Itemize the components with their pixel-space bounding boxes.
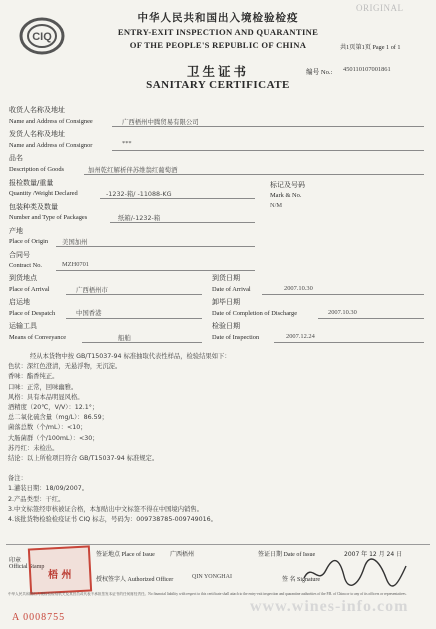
arrival-place-en-label: Place of Arrival — [9, 286, 50, 293]
goods-en-label: Description of Goods — [9, 166, 65, 173]
despatch-cn-label: 启运地 — [9, 298, 30, 306]
seal-en-label: Official Stamp — [9, 564, 45, 570]
quantity-en-label: Quantity /Weight Declared — [9, 190, 78, 197]
result-line: 3.中文标签经审核被证合格，本加贴出中文标签不得在中国境内销售。 — [8, 505, 203, 513]
conveyance-cn-label: 运输工具 — [9, 322, 37, 330]
cert-number-value: 450110107001861 — [343, 66, 391, 73]
consignor-en-label: Name and Address of Consignor — [9, 142, 93, 149]
origin-line — [56, 246, 255, 247]
origin-en-label: Place of Origin — [9, 238, 49, 245]
origin-value: 美国加州 — [62, 238, 88, 246]
result-line: 风格：具有本品明显风格。 — [8, 393, 84, 401]
result-line: 2.产品类型：干红。 — [8, 495, 65, 503]
inspection-cn-label: 检验日期 — [212, 322, 240, 330]
result-line: 总二氧化硫含量（mg/L）：86.59； — [8, 414, 108, 422]
marks-en-label: Mark & No. — [270, 192, 302, 199]
quantity-line — [100, 198, 255, 199]
officer-label: 授权签字人 Authorized Officer — [96, 577, 174, 583]
marks-cn-label: 标记及号码 — [270, 181, 305, 189]
disclaimer: 中华人民共和国出入境检验检疫机关及其官员或代表不承担签发本证书的任何财经责任。No financial liability with respect to this certificate shall attach to the entry-exit inspection and quarantine authorities of the P.R. of China or to any of its officers or representatives. — [8, 592, 407, 596]
despatch-en-label: Place of Despatch — [9, 310, 56, 317]
issue-place-label: 签证地点 Place of Issue — [96, 552, 155, 558]
discharge-en-label: Date of Completion of Discharge — [212, 310, 298, 317]
result-line: 菌落总数（个/mL）：<10； — [8, 424, 87, 432]
footer-divider — [6, 544, 430, 545]
consignor-cn-label: 发货人名称及地址 — [9, 130, 65, 138]
arrival-place-value: 广西梧州市 — [76, 286, 108, 294]
conveyance-line — [82, 342, 202, 343]
result-line: 色状：深红色澄清，无悬浮物，无沉淀。 — [8, 363, 122, 371]
packages-line — [110, 222, 255, 223]
result-line: 结论：以上所检项目符合 GB/T15037-94 标准规定。 — [8, 454, 159, 462]
packages-value: 纸箱/-1232-箱 — [118, 214, 161, 222]
arrival-date-cn-label: 到货日期 — [212, 274, 240, 282]
goods-line — [84, 174, 424, 175]
signature-label: 签 名 Signature — [282, 577, 320, 583]
contract-cn-label: 合同号 — [9, 251, 30, 259]
consignor-value: *** — [122, 140, 132, 147]
consignor-line — [112, 150, 424, 151]
consignee-cn-label: 收货人名称及地址 — [9, 106, 65, 114]
arrival-date-value: 2007.10.30 — [284, 285, 313, 292]
serial-number: A 0008755 — [12, 612, 66, 623]
svg-text:CIQ: CIQ — [32, 31, 52, 43]
consignee-en-label: Name and Address of Consignee — [9, 118, 93, 125]
result-line — [8, 464, 428, 474]
inspection-en-label: Date of Inspection — [212, 334, 260, 341]
header-en-title-2: OF THE PEOPLE'S REPUBLIC OF CHINA — [129, 40, 307, 50]
discharge-line — [318, 318, 424, 319]
certificate-cn-title: 卫生证书 — [186, 64, 249, 79]
discharge-value: 2007.10.30 — [328, 309, 357, 316]
officer-value: QIN YONGHAI — [192, 574, 232, 580]
inspection-value: 2007.12.24 — [286, 333, 315, 340]
issue-date-value: 2007 年 12 月 24 日 — [344, 551, 403, 558]
consignee-line — [112, 126, 424, 127]
despatch-value: 中国香港 — [76, 309, 102, 317]
despatch-line — [66, 318, 202, 319]
arrival-date-line — [262, 294, 424, 295]
issue-place-value: 广西梧州 — [170, 551, 195, 558]
result-line: 4.该批货物检验检疫证书 CIQ 标志，号码为：009738785-009749016。 — [8, 516, 217, 523]
result-line: 备注： — [8, 475, 27, 483]
result-line: 苏丹红：未检出。 — [8, 444, 59, 452]
contract-en-label: Contract No. — [9, 262, 43, 269]
contract-line — [56, 270, 255, 271]
packages-cn-label: 包装种类及数量 — [9, 203, 58, 211]
inspection-results — [8, 352, 428, 525]
seal-cn-label: 印章 — [9, 557, 22, 564]
consignee-value: 广西梧州中腾贸易有限公司 — [122, 118, 199, 126]
conveyance-value: 船舶 — [118, 334, 131, 342]
watermark: www.wines-info.com — [250, 598, 409, 615]
result-line: 大肠菌群（个/100mL）：<30； — [8, 434, 99, 442]
arrival-place-line — [66, 294, 202, 295]
header-en-title-1: ENTRY-EXIT INSPECTION AND QUARANTINE — [117, 27, 319, 37]
stamp-text: 梧 州 — [48, 570, 72, 581]
discharge-cn-label: 卸毕日期 — [212, 298, 240, 306]
conveyance-en-label: Means of Conveyance — [9, 334, 67, 341]
arrival-date-en-label: Date of Arrival — [212, 286, 251, 293]
goods-cn-label: 品名 — [9, 154, 23, 162]
inspection-line — [274, 342, 424, 343]
origin-cn-label: 产地 — [9, 227, 23, 235]
result-line: 口味：正常，回味幽雅。 — [8, 383, 78, 391]
page-info: 共1页第1页 Page 1 of 1 — [340, 44, 401, 51]
result-line: 1.灌装日期：18/09/2007。 — [8, 485, 89, 493]
quantity-value: -1232-箱/ -11088-KG — [106, 190, 172, 198]
header-cn-title: 中华人民共和国出入境检验检疫 — [137, 12, 299, 24]
certificate-en-title: SANITARY CERTIFICATE — [146, 79, 290, 91]
signature-mark — [300, 556, 410, 590]
issue-date-label: 签证日期 Date of Issue — [258, 552, 316, 558]
marks-value: N/M — [270, 202, 283, 209]
cert-number-label: 编号 No.: — [306, 69, 333, 76]
arrival-place-cn-label: 到货地点 — [9, 274, 37, 282]
contract-value: MZH0701 — [62, 261, 89, 268]
result-line: 香味：酯香纯正。 — [8, 373, 59, 381]
original-mark: ORIGINAL — [356, 3, 404, 13]
result-line: 经从本货物中按 GB/T15037-94 标准抽取代表性样品，检验结果如下： — [30, 353, 231, 360]
result-line: 酒精度（20℃，V/V）：12.1°； — [8, 403, 99, 411]
goods-value: 加州乾红解析伴苏维翁红葡萄酒 — [88, 166, 178, 174]
packages-en-label: Number and Type of Packages — [9, 214, 88, 221]
quantity-cn-label: 报检数量/重量 — [9, 179, 54, 187]
